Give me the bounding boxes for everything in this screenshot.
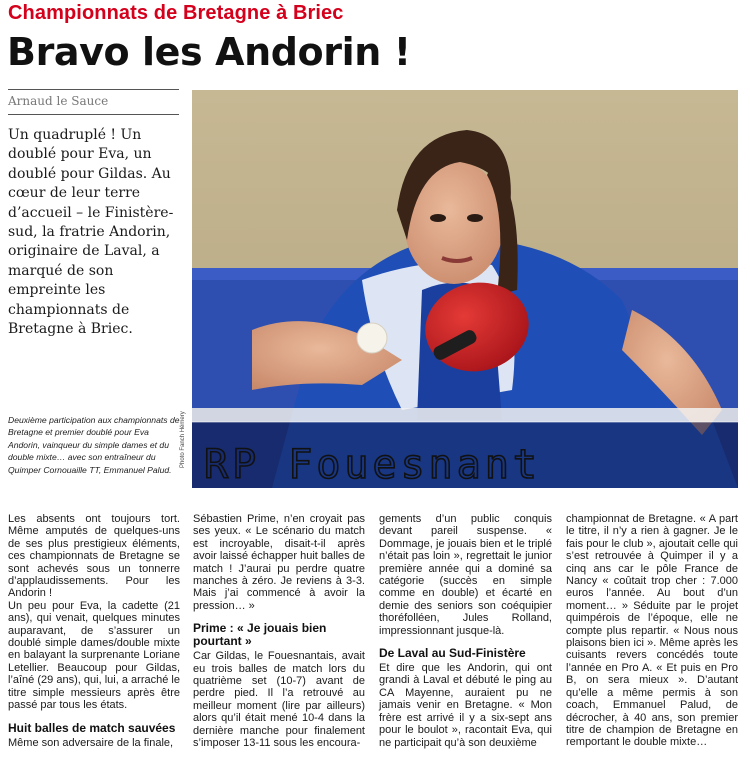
article-photo — [192, 90, 738, 488]
paragraph: Un peu pour Eva, la cadette (21 ans), qui venait, quelques minutes auparavant, de s’assurer un doublé simple dames/double mixte en balayant la surprenante Loriane Letellier. Beaucoup pour Gildas, l’aîné (29 ans), qui, lui, a arraché le titre simple messieurs après être passé par tous les états. — [8, 599, 180, 712]
ball — [357, 323, 387, 353]
intertitle: De Laval au Sud-Finistère — [379, 646, 526, 661]
paragraph: Et dire que les Andorin, qui ont grandi à Laval et débuté le ping au CA Mayenne, auraient pu ne jamais venir en Bretagne. « Mon frère est arrivé il y a six-sept ans pour le boulot », racontait Eva, qui ne participait qu’à son deuxième — [379, 662, 552, 749]
article-column-2 — [193, 513, 365, 750]
paragraph: Sébastien Prime, n’en croyait pas ses yeux. « Le scénario du match est incroyable, disait-t-il après avoir laissé échapper huit balles de match ! J’aurai pu perdre quatre manches à zéro. Je reviens à 3-3. Mais j’ai commencé à avoir la pression… » — [193, 513, 365, 612]
intertitle: Huit balles de match sauvées — [8, 720, 176, 735]
photo-caption: Deuxième participation aux championnats de Bretagne et premier doublé pour Eva Andorin, vainqueur du simple dames et du double mixte… avec son entraîneur du Quimper Cornouaille TT, Emmanuel Palud. — [8, 415, 180, 475]
section-kicker: Championnats de Bretagne à Briec — [8, 2, 344, 24]
net-band — [192, 408, 738, 422]
paragraph: Même son adversaire de la finale, — [8, 736, 174, 749]
paragraph: Car Gildas, le Fouesnantais, avait eu trois balles de match lors du quatrième set (10-7) avant de perdre pied. Il l’a retrouvé au meilleur moment (lire par ailleurs) alors qu’il était mené 10-4 dans la dernière manche pour finalement s’imposer 13-11 sous les encoura- — [193, 650, 365, 750]
lead-paragraph: Un quadruplé ! Un doublé pour Eva, un doublé pour Gildas. Au cœur de leur terre d’accueil – le Finistère-sud, la fratrie Andorin, originaire de Laval, a marqué de son empreinte les championnats de Bretagne à Briec. — [8, 127, 174, 338]
paragraph: gements d’un public conquis devant pareil suspense. « Dommage, je jouais bien et le triplé n’était pas loin », regrettait le junior première année qui a dominé sa catégorie (succès en simple comme en double) et écarté en demie des seniors son coéquipier thoréfolléen, Jules Rolland, impressionnant jusque-là. — [379, 513, 552, 637]
byline: Arnaud le Sauce — [8, 94, 109, 108]
headline: Bravo les Andorin ! — [7, 30, 411, 74]
paragraph: championnat de Bretagne. « A part le titre, il n’y a rien à gagner. Je le fais pour le club », ajoutait celle qui s’est retrouvée à Quimper il y a cinq ans car le pôle France de Nancy « coûtait trop cher : 7.000 euros l’année. Au bout d’un moment… » Séduite par le projet quimpérois de l’époque, elle ne compte plus repartir. « Nous nous plaisons bien ici ». Même après les cuisants revers concédés toute l’année en Pro A. « Et puis en Pro B, on sera mieux ». D’autant qu’elle a même permis à son coach, Emmanuel Palud, de décrocher, à 40 ans, son premier titre de champion de Bretagne en remportant le double mixte… — [566, 513, 738, 749]
article-column-4 — [566, 513, 738, 749]
paragraph: Les absents ont toujours tort. Même amputés de quelques-uns de ses plus prestigieux éléments, ces championnats de Bretagne se sont achevés sous un tonnerre d’applaudissements. Pour les Andorin ! — [8, 513, 180, 600]
byline-rule-bottom — [8, 114, 179, 115]
watermark-text: RP Fouesnant — [204, 442, 541, 488]
photo-credit: Photo Fanch Hémery — [180, 411, 186, 468]
byline-rule-top — [8, 89, 179, 90]
article-column-1 — [8, 513, 180, 749]
intertitle: Prime : « Je jouais bien pourtant » — [193, 621, 327, 649]
article-column-3 — [379, 513, 552, 749]
